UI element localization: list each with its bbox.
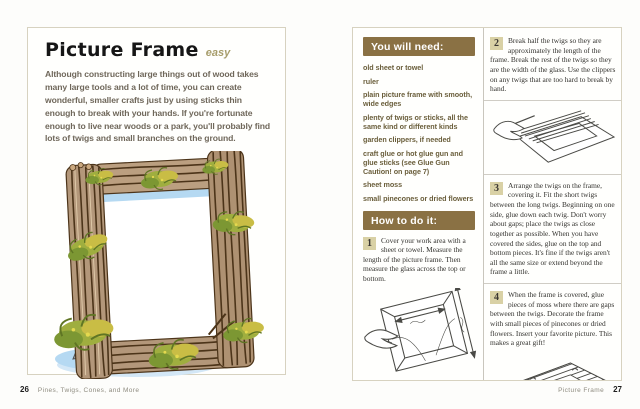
right-page (352, 27, 622, 381)
step-number-badge: 2 (490, 37, 503, 50)
step-number-badge: 3 (490, 182, 503, 195)
list-item: old sheet or towel (363, 63, 424, 72)
gluing-twigs-illustration (492, 106, 618, 168)
step-1 (363, 236, 475, 284)
right-page-footer (558, 385, 622, 394)
step-text: Arrange the twigs on the frame, covering it. Fit the short twigs between the long twigs. Beginning on one side, glue down each twig. Don't worry about gaps; place the twigs as close together as possible. When you have covered the sides, glue on the top and bottom pieces. It's fine if the twigs aren't all the same size or extend beyond the frame a little. (490, 180, 615, 277)
section-divider (484, 174, 622, 175)
intro-paragraph: Although constructing large things out of wood takes many large tools and a lot of time, you can create wonderful, smaller crafts just by using sticks thin enough to break with your hands. If you're fortunate enough to live near woods or a park, you'll probably find lots of twigs and small branches on the ground. (45, 69, 271, 144)
measuring-frame-illustration (363, 288, 481, 381)
step-4 (490, 290, 618, 348)
step-text: When the frame is covered, glue pieces of moss where there are gaps between the twigs. Decorate the frame with small pieces of pinecones or dried flowers. Insert your favorite picture. This makes a great gift! (490, 290, 615, 348)
chapter-title: Pines, Twigs, Cones, and More (37, 387, 140, 394)
list-item: plenty of twigs or sticks, all the same kind or different kinds (363, 112, 468, 131)
you-will-need-header: You will need: (363, 37, 475, 56)
title-row (45, 39, 269, 61)
twig-frame-illustration (47, 151, 277, 379)
step-number-badge: 4 (490, 291, 503, 304)
decorating-frame-illustration (490, 352, 618, 381)
step-2 (490, 36, 618, 94)
step-text: Break half the twigs so they are approximately the length of the frame. Break the rest of the twigs so they are the width of the glass. Use the clippers on any twigs that are too hard to break by hand. (490, 36, 616, 94)
step-number-badge: 1 (363, 237, 376, 250)
list-item: plain picture frame with smooth, wide edges (363, 90, 473, 108)
step-text: Cover your work area with a sheet or towel. Measure the length of the picture frame. Then measure the glass across the top or bottom. (363, 235, 466, 283)
difficulty-badge: easy (205, 47, 231, 59)
step-3 (490, 181, 618, 277)
list-item: small pinecones or dried flowers (363, 193, 474, 203)
list-item: craft glue or hot glue gun and glue sticks (see Glue Gun Caution! on page 7) (363, 148, 463, 176)
left-page-footer (20, 385, 139, 394)
list-item: garden clippers, if needed (363, 135, 451, 144)
materials-list (363, 63, 475, 203)
left-page (27, 27, 286, 375)
list-item: sheet moss (363, 180, 403, 189)
steps-column (484, 28, 622, 380)
page-number: 27 (613, 385, 622, 394)
how-to-do-it-header: How to do it: (363, 211, 475, 230)
list-item: ruler (363, 76, 379, 86)
page-title: Picture Frame (45, 39, 199, 61)
section-divider (484, 100, 622, 101)
section-divider (484, 283, 622, 284)
chapter-title: Picture Frame (558, 387, 605, 394)
page-number: 26 (20, 385, 29, 394)
materials-column (353, 28, 484, 380)
